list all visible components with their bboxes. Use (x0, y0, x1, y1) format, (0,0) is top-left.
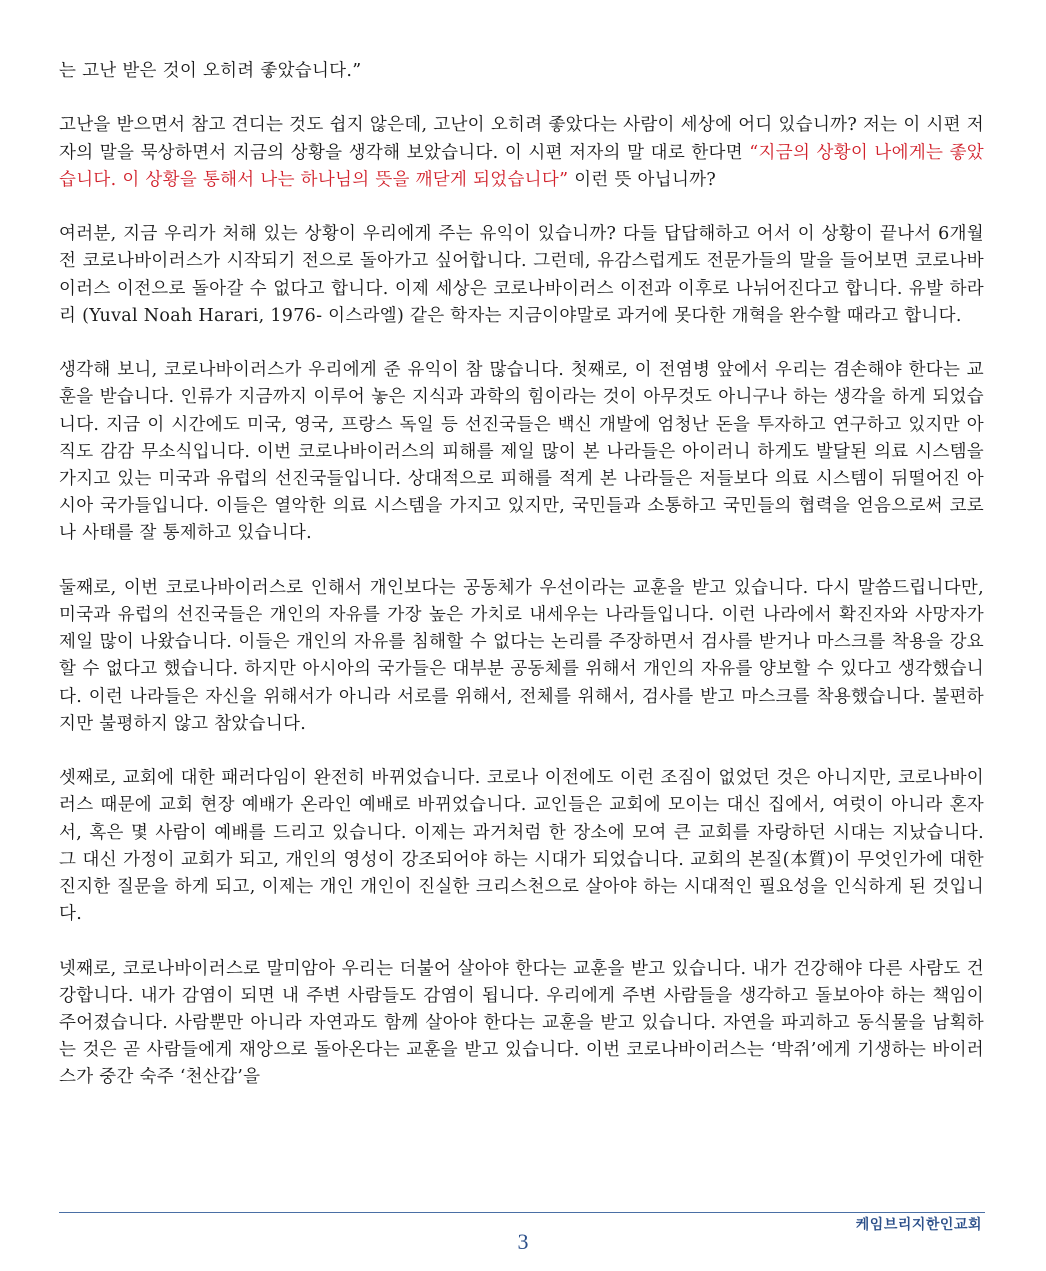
church-name: 케임브리지한인교회 (855, 1217, 982, 1233)
paragraph: 넷째로, 코로나바이러스로 말미암아 우리는 더불어 살아야 한다는 교훈을 받고 있습니다. 내가 건강해야 다른 사람도 건강합니다. 내가 감염이 되면 내 주변 사람들도 감염이 됩니다. 우리에게 주변 사람들을 생각하고 돌보아야 하는 책임이 주어졌습니다. 사람뿐만 아니라 자연과도 함께 살아야 한다는 교훈을 받고 있습니다. 자연을 파괴하고 동식물을 남획하는 것은 곧 사람들에게 재앙으로 돌아온다는 교훈을 받고 있습니다. 이번 코로나바이러스는 ‘박쥐’에게 기생하는 바이러스가 중간 숙주 ‘천산갑’을 (59, 958, 984, 1088)
sermon-body (59, 58, 984, 1119)
paragraph: 둘째로, 이번 코로나바이러스로 인해서 개인보다는 공동체가 우선이라는 교훈을 받고 있습니다. 다시 말씀드립니다만, 미국과 유럽의 선진국들은 개인의 자유를 가장 높은 가치로 내세우는 나라들입니다. 이런 나라에서 확진자와 사망자가 제일 많이 나왔습니다. 이들은 개인의 자유를 침해할 수 없다는 논리를 주장하면서 검사를 받거나 마스크를 착용을 강요할 수 없다고 했습니다. 하지만 아시아의 국가들은 대부분 공동체를 위해서 개인의 자유를 양보할 수 있다고 생각했습니다. 이런 나라들은 자신을 위해서가 아니라 서로를 위해서, 전체를 위해서, 검사를 받고 마스크를 착용했습니다. 불편하지만 불평하지 않고 참았습니다. (59, 577, 984, 734)
footer-divider (59, 1212, 985, 1213)
paragraph-text: 이런 뜻 아닙니까? (568, 169, 717, 190)
paragraph: 는 고난 받은 것이 오히려 좋았습니다.” (59, 61, 362, 81)
paragraph: 여러분, 지금 우리가 처해 있는 상황이 우리에게 주는 유익이 있습니까? 다들 답답해하고 어서 이 상황이 끝나서 6개월 전 코로나바이러스가 시작되기 전으로 돌아가고 싶어합니다. 그런데, 유감스럽게도 전문가들의 말을 들어보면 코로나바이러스 이전으로 돌아갈 수 없다고 합니다. 이제 세상은 코로나바이러스 이전과 이후로 나뉘어진다고 합니다. 유발 하라리 (Yuval Noah Harari, 1976- 이스라엘) 같은 학자는 지금이야말로 과거에 못다한 개혁을 완수할 때라고 합니다. (59, 224, 984, 326)
page-number: 3 (517, 1229, 529, 1254)
paragraph: 셋째로, 교회에 대한 패러다임이 완전히 바뀌었습니다. 코로나 이전에도 이런 조짐이 없었던 것은 아니지만, 코로나바이러스 때문에 교회 현장 예배가 온라인 예배로 바뀌었습니다. 교인들은 교회에 모이는 대신 집에서, 여럿이 아니라 혼자서, 혹은 몇 사람이 예배를 드리고 있습니다. 이제는 과거처럼 한 장소에 모여 큰 교회를 자랑하던 시대는 지났습니다. 그 대신 가정이 교회가 되고, 개인의 영성이 강조되어야 하는 시대가 되었습니다. 교회의 본질(本質)이 무엇인가에 대한 진지한 질문을 하게 되고, 이제는 개인 개인이 진실한 크리스천으로 살아야 하는 시대적인 필요성을 인식하게 된 것입니다. (59, 768, 984, 925)
emphasized-quote: “지금의 상황이 나에게는 좋았습니다. 이 상황을 통해서 나는 하나님의 뜻을 깨닫게 되었습니다” (59, 142, 984, 190)
paragraph: 생각해 보니, 코로나바이러스가 우리에게 준 유익이 참 많습니다. 첫째로, 이 전염병 앞에서 우리는 겸손해야 한다는 교훈을 받습니다. 인류가 지금까지 이루어 놓은 지식과 과학의 힘이라는 것이 아무것도 아니구나 하는 생각을 하게 되었습니다. 지금 이 시간에도 미국, 영국, 프랑스 독일 등 선진국들은 백신 개발에 엄청난 돈을 투자하고 연구하고 있지만 아직도 감감 무소식입니다. 이번 코로나바이러스의 피해를 제일 많이 본 나라들은 아이러니 하게도 발달된 의료 시스템을 가지고 있는 미국과 유럽의 선진국들입니다. 상대적으로 피해를 적게 본 나라들은 저들보다 의료 시스템이 뒤떨어진 아시아 국가들입니다. 이들은 열악한 의료 시스템을 가지고 있지만, 국민들과 소통하고 국민들의 협력을 얻음으로써 코로나 사태를 잘 통제하고 있습니다. (59, 360, 984, 544)
paragraph (59, 112, 984, 194)
paragraph-text: 고난을 받으면서 참고 견디는 것도 쉽지 않은데, 고난이 오히려 좋았다는 사람이 세상에 어디 있습니까? 저는 이 시편 저자의 말을 묵상하면서 지금의 상황을 생각해 보았습니다. 이 시편 저자의 말 대로 한다면 (59, 115, 984, 163)
